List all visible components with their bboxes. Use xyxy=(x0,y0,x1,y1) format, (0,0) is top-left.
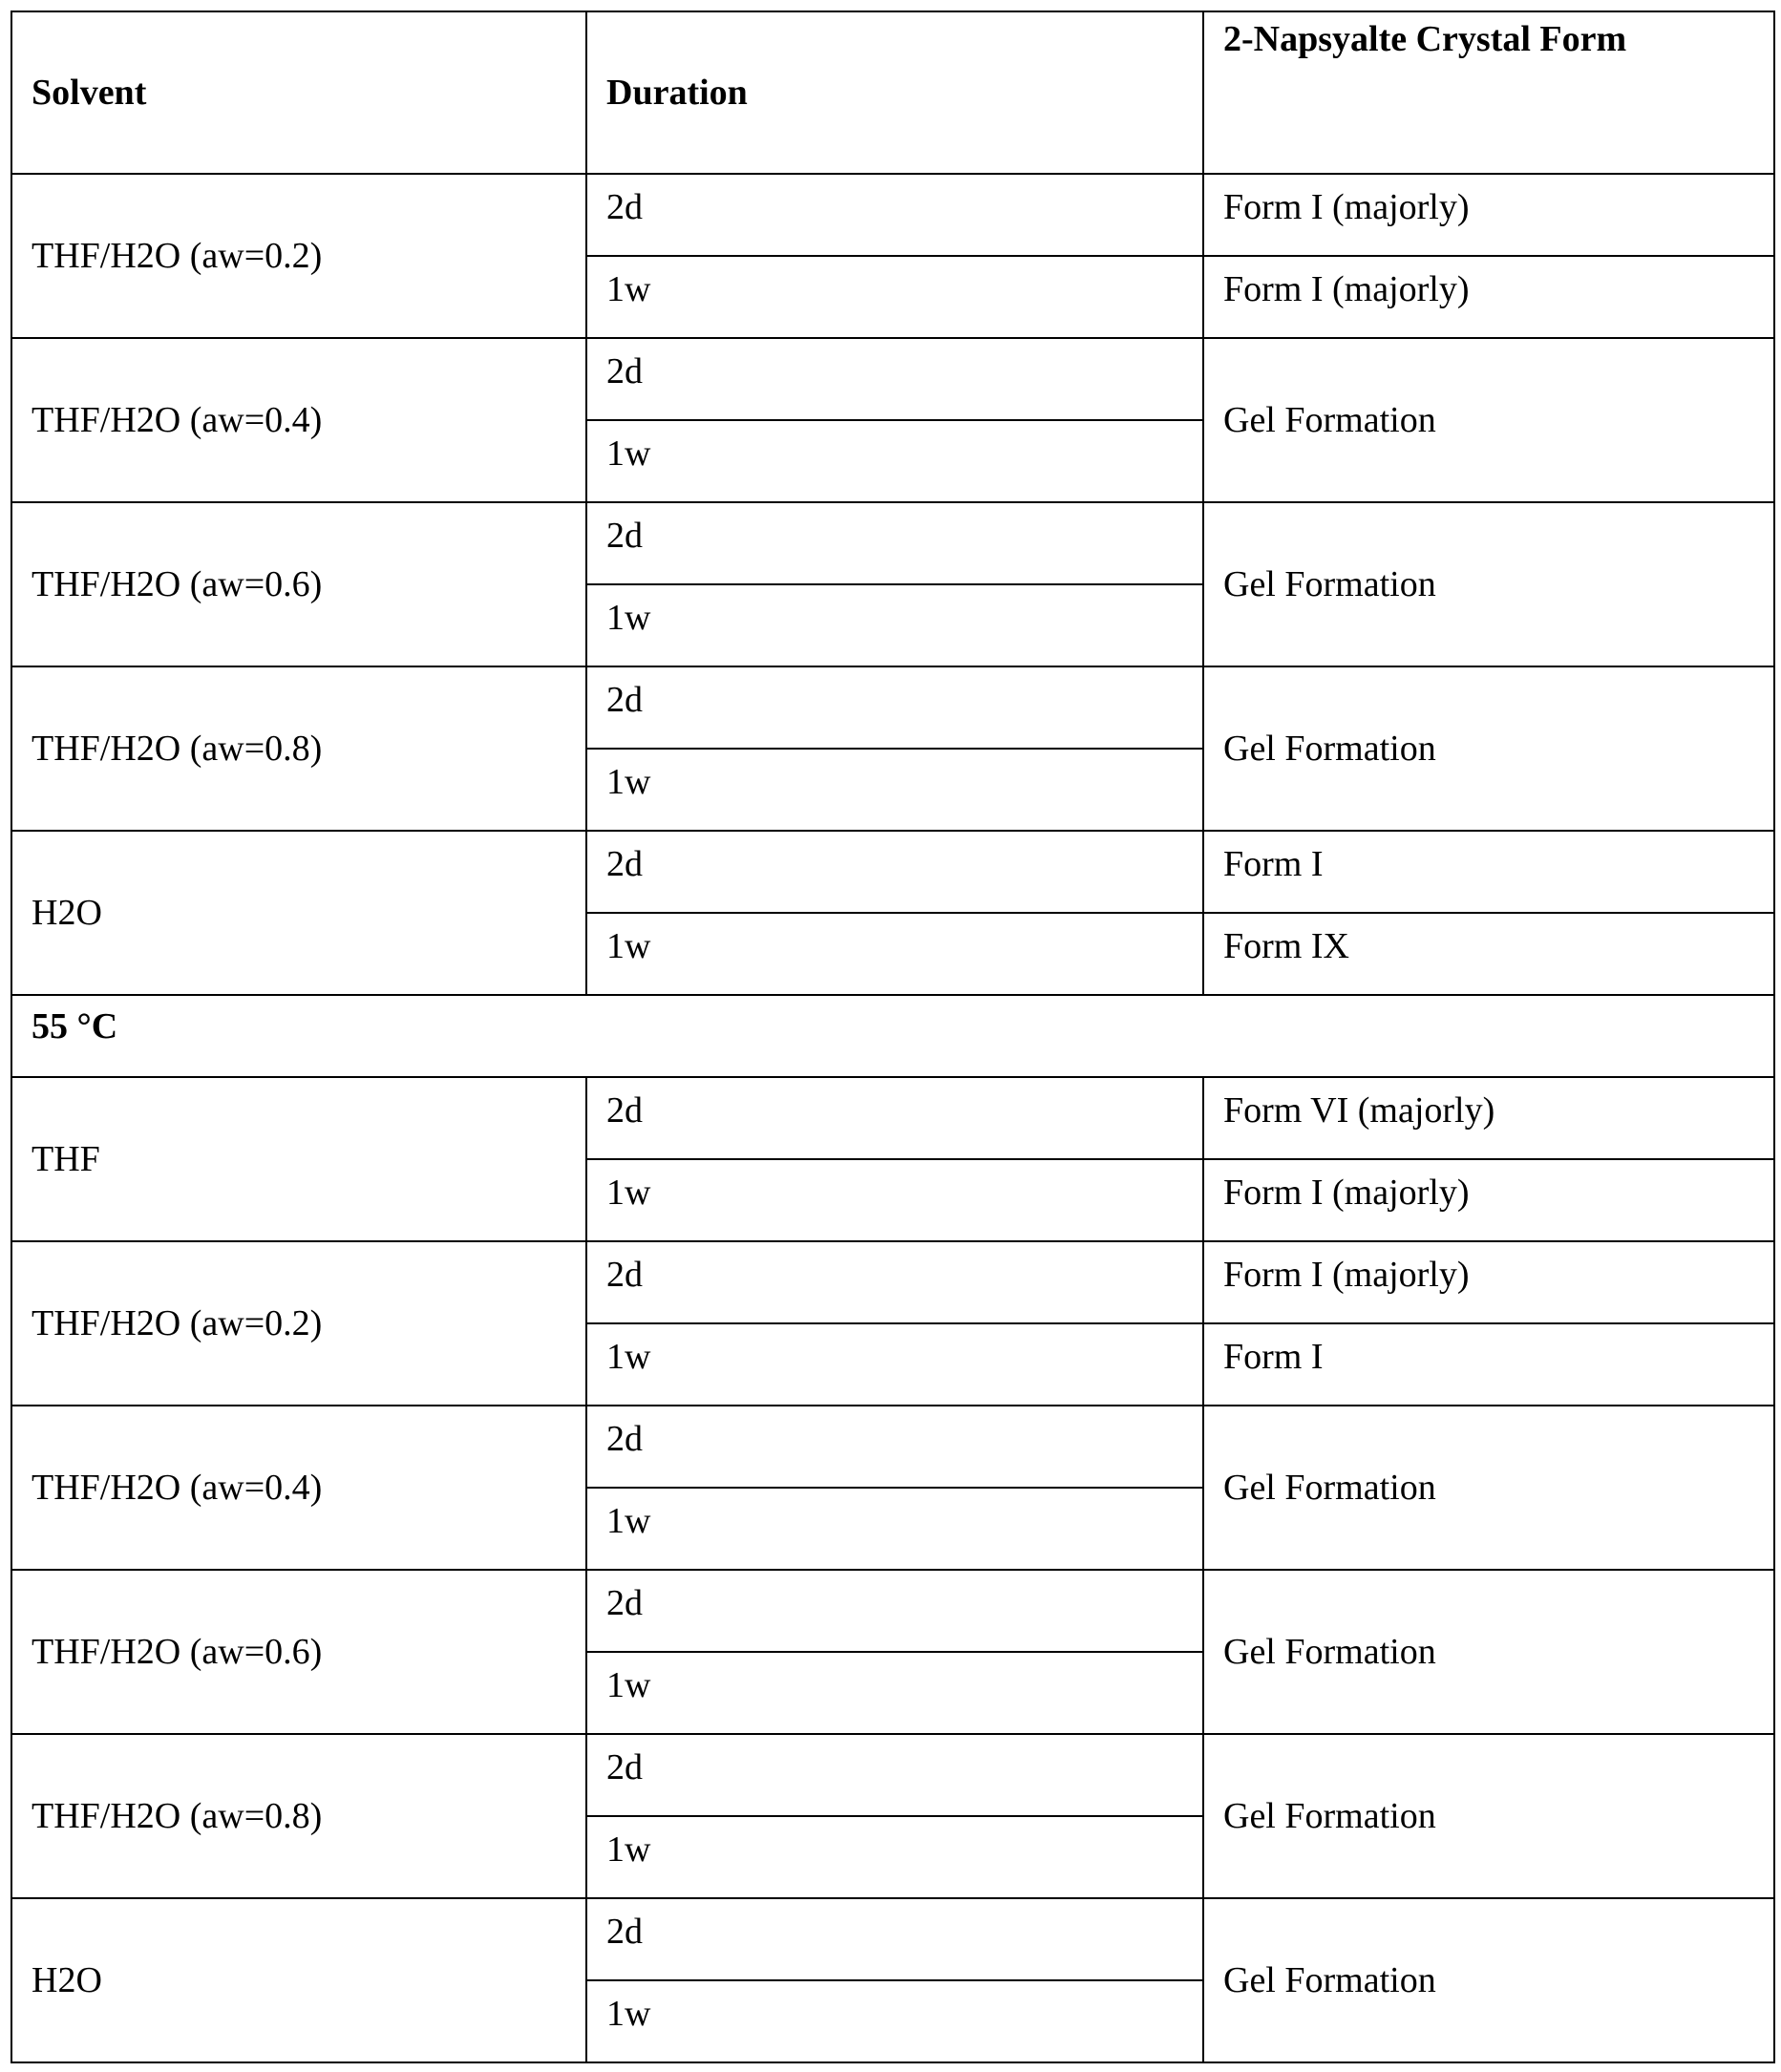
solvent-cell: THF/H2O (aw=0.8) xyxy=(11,666,586,831)
duration-cell: 1w xyxy=(586,749,1203,831)
solvent-cell: THF xyxy=(11,1077,586,1241)
duration-cell: 2d xyxy=(586,338,1203,420)
solvent-cell: THF/H2O (aw=0.8) xyxy=(11,1734,586,1898)
solvent-cell: THF/H2O (aw=0.6) xyxy=(11,1570,586,1734)
table-row xyxy=(11,1898,1774,1980)
crystal-form-cell: Gel Formation xyxy=(1203,502,1774,666)
table-row xyxy=(11,1241,1774,1323)
duration-cell: 2d xyxy=(586,831,1203,913)
crystal-form-cell: Form I (majorly) xyxy=(1203,256,1774,338)
crystal-form-cell: Gel Formation xyxy=(1203,666,1774,831)
table-row xyxy=(11,1734,1774,1816)
table-row xyxy=(11,666,1774,749)
crystal-form-cell: Gel Formation xyxy=(1203,1570,1774,1734)
table-row xyxy=(11,1570,1774,1652)
table-row xyxy=(11,1406,1774,1488)
solvent-cell: H2O xyxy=(11,1898,586,2062)
solvent-cell: THF/H2O (aw=0.4) xyxy=(11,1406,586,1570)
duration-cell: 1w xyxy=(586,1488,1203,1570)
table-row xyxy=(11,502,1774,584)
duration-cell: 2d xyxy=(586,1406,1203,1488)
section-title: 55 °C xyxy=(11,995,1774,1077)
duration-cell: 1w xyxy=(586,1816,1203,1898)
crystal-form-cell: Gel Formation xyxy=(1203,1898,1774,2062)
table-row xyxy=(11,831,1774,913)
duration-cell: 1w xyxy=(586,1323,1203,1406)
duration-cell: 1w xyxy=(586,913,1203,995)
crystal-form-cell: Gel Formation xyxy=(1203,1734,1774,1898)
crystal-form-cell: Form I (majorly) xyxy=(1203,174,1774,256)
crystal-form-cell: Gel Formation xyxy=(1203,1406,1774,1570)
crystal-form-cell: Form I (majorly) xyxy=(1203,1159,1774,1241)
solvent-cell: H2O xyxy=(11,831,586,995)
duration-cell: 1w xyxy=(586,584,1203,666)
table-row xyxy=(11,338,1774,420)
crystal-form-cell: Form I xyxy=(1203,1323,1774,1406)
header-crystal-form: 2-Napsyalte Crystal Form xyxy=(1203,11,1774,174)
crystal-form-cell: Gel Formation xyxy=(1203,338,1774,502)
crystal-form-cell: Form IX xyxy=(1203,913,1774,995)
duration-cell: 2d xyxy=(586,1898,1203,1980)
duration-cell: 1w xyxy=(586,256,1203,338)
crystal-form-cell: Form I (majorly) xyxy=(1203,1241,1774,1323)
crystal-form-cell: Form I xyxy=(1203,831,1774,913)
duration-cell: 2d xyxy=(586,1077,1203,1159)
duration-cell: 1w xyxy=(586,1159,1203,1241)
section-row xyxy=(11,995,1774,1077)
duration-cell: 2d xyxy=(586,1570,1203,1652)
table-row xyxy=(11,174,1774,256)
header-duration: Duration xyxy=(586,11,1203,174)
crystal-form-table xyxy=(11,11,1775,2063)
duration-cell: 2d xyxy=(586,502,1203,584)
duration-cell: 1w xyxy=(586,1980,1203,2062)
duration-cell: 1w xyxy=(586,1652,1203,1734)
header-solvent: Solvent xyxy=(11,11,586,174)
solvent-cell: THF/H2O (aw=0.6) xyxy=(11,502,586,666)
duration-cell: 2d xyxy=(586,1241,1203,1323)
solvent-cell: THF/H2O (aw=0.2) xyxy=(11,174,586,338)
duration-cell: 2d xyxy=(586,174,1203,256)
solvent-cell: THF/H2O (aw=0.4) xyxy=(11,338,586,502)
table-row xyxy=(11,1077,1774,1159)
solvent-cell: THF/H2O (aw=0.2) xyxy=(11,1241,586,1406)
crystal-form-cell: Form VI (majorly) xyxy=(1203,1077,1774,1159)
duration-cell: 1w xyxy=(586,420,1203,502)
duration-cell: 2d xyxy=(586,666,1203,749)
header-row xyxy=(11,11,1774,174)
duration-cell: 2d xyxy=(586,1734,1203,1816)
